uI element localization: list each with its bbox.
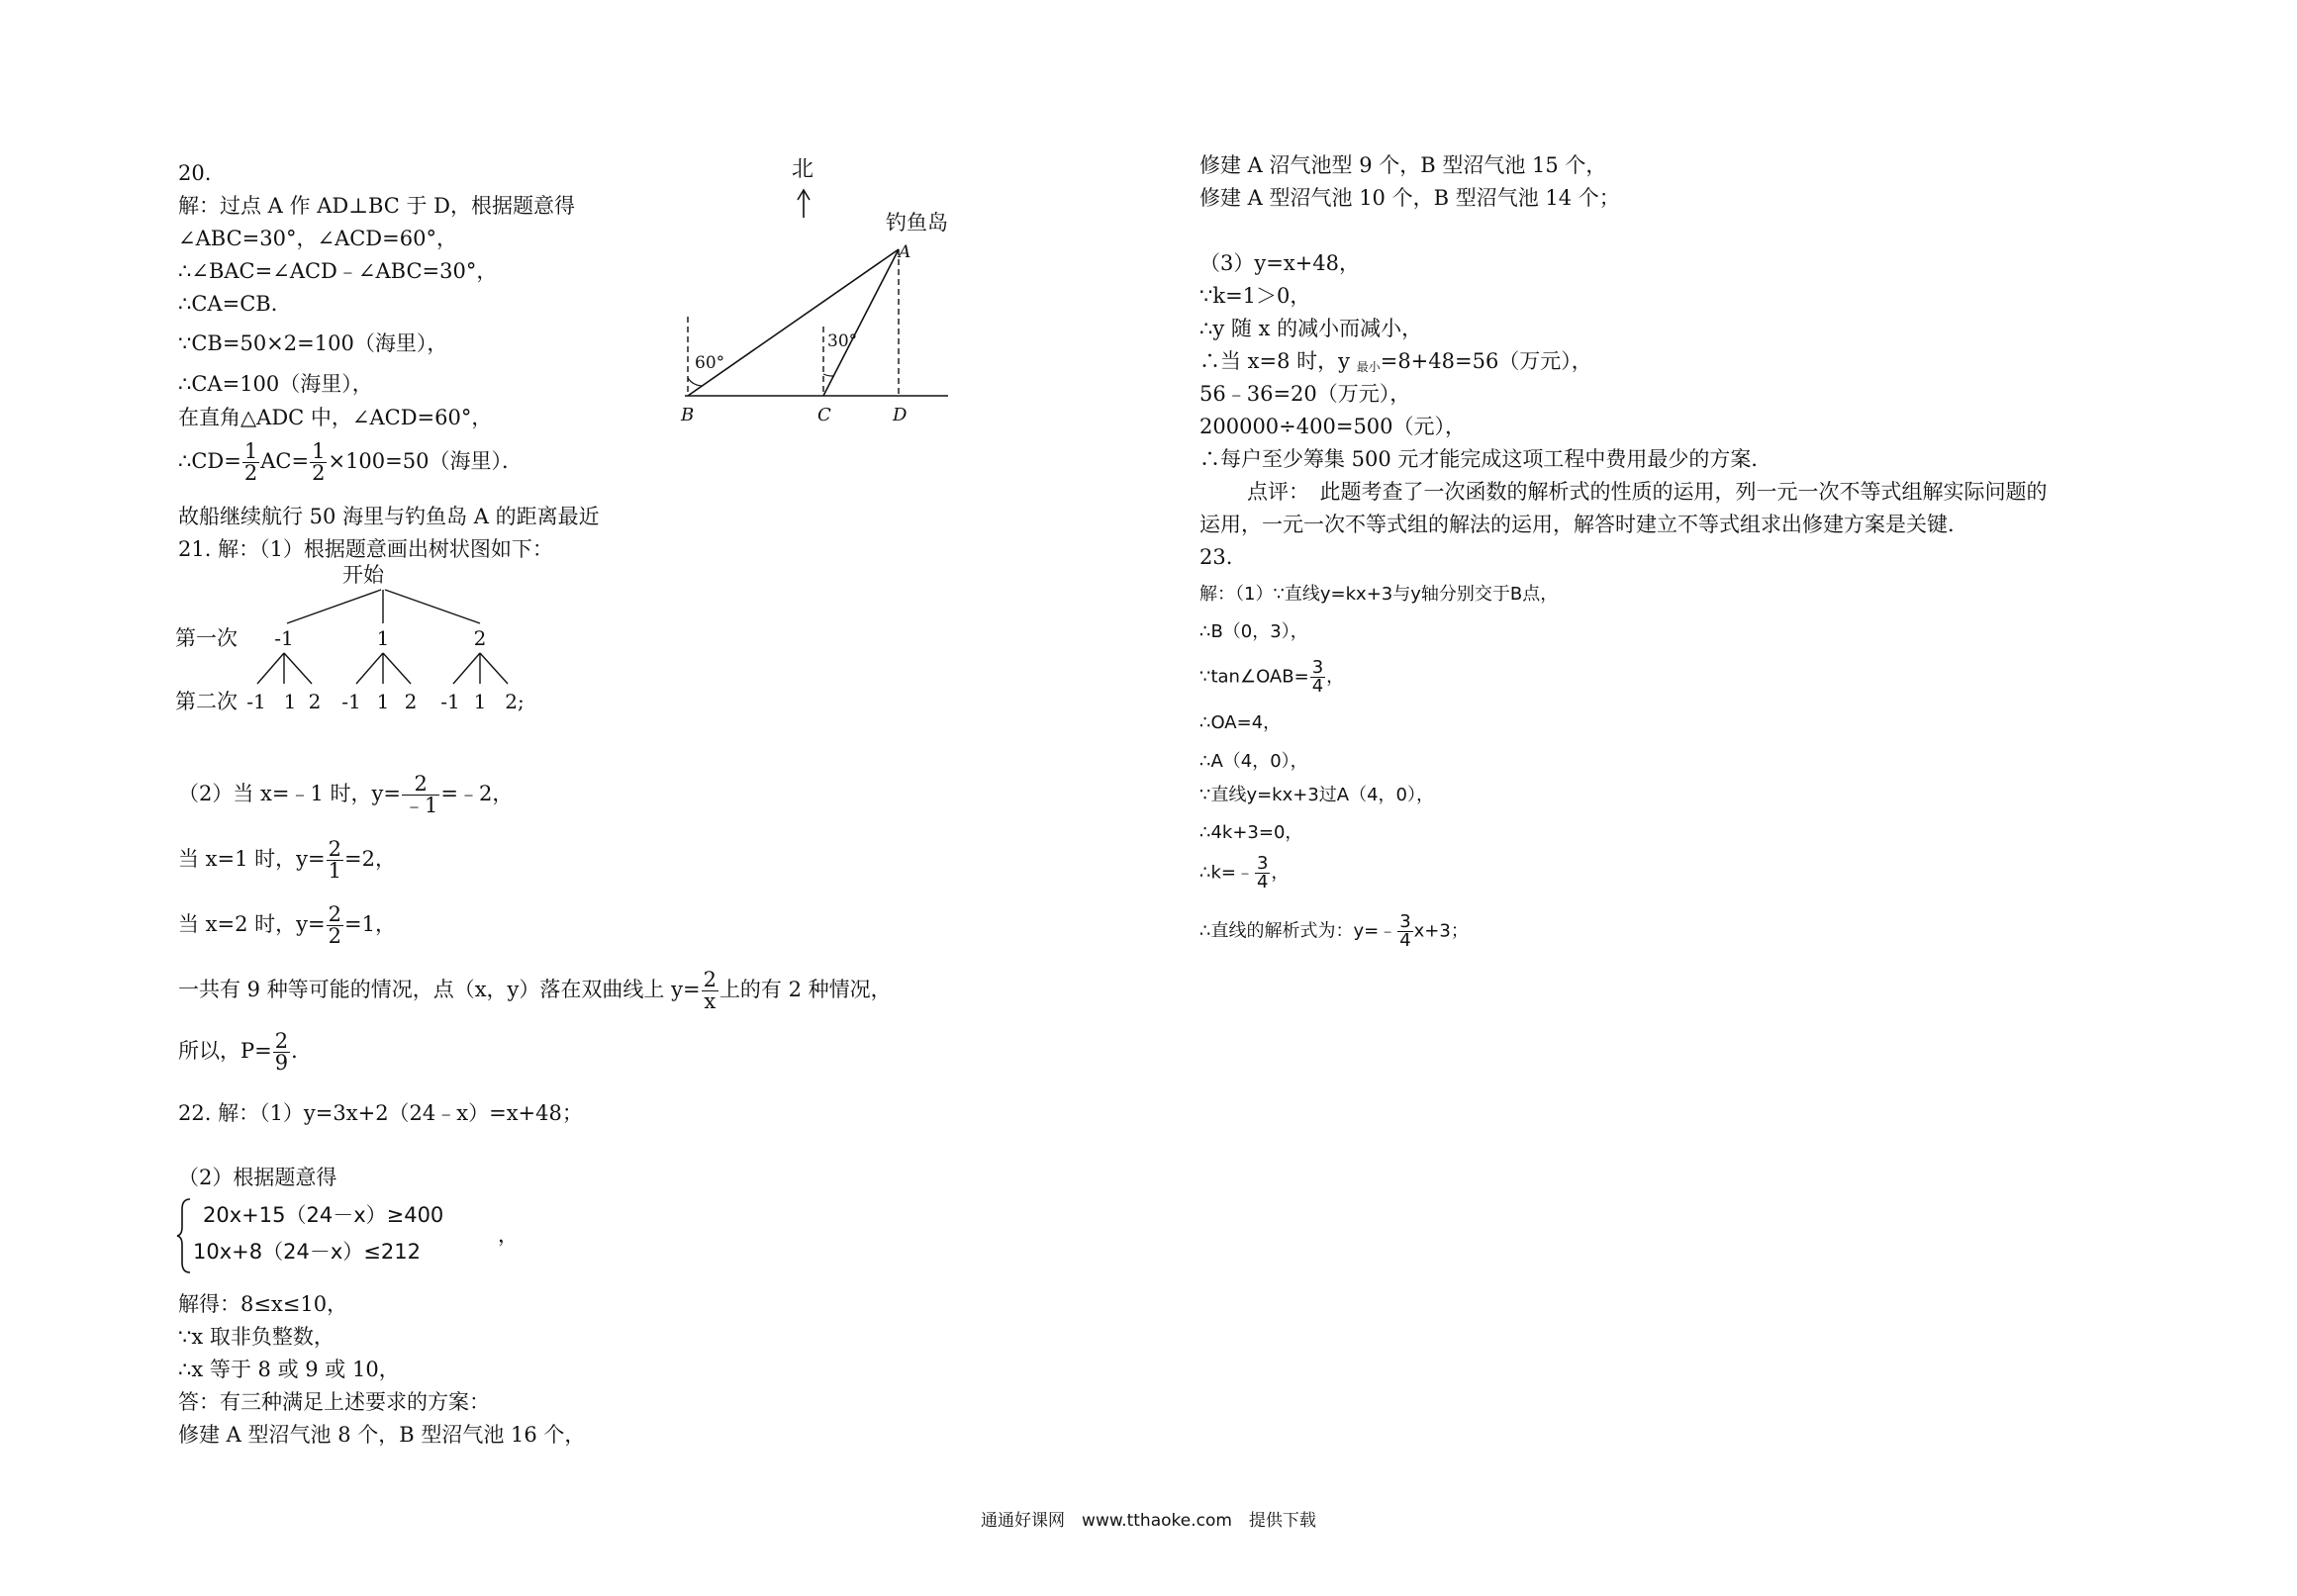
q23-line: ∴OA=4，: [1199, 712, 1282, 733]
inequality-2: 10x+8（24－x）≤212: [193, 1240, 421, 1264]
q21-line: 21. 解：（1）根据题意画出树状图如下：: [178, 537, 553, 561]
tree-level2-node: 2: [308, 690, 322, 713]
q22-line: ∴x 等于 8 或 9 或 10，: [178, 1358, 400, 1381]
q22-line: ∵x 取非负整数，: [178, 1325, 335, 1349]
q20-number: 20.: [178, 161, 212, 185]
tree-level2-node: 2: [404, 690, 418, 713]
tree-first-label: 第一次: [175, 626, 238, 650]
tree-start-label: 开始: [342, 563, 384, 587]
tree-level2-node: -1: [341, 690, 361, 713]
fraction: $\frac{2}{﹣1}$: [403, 772, 438, 817]
q22-cont-line: 修建 A 沼气池型 9 个，B 型沼气池 15 个，: [1199, 153, 1607, 177]
tree-level2-node: 1: [283, 690, 297, 713]
fraction: $\frac{3}{4}$: [1311, 657, 1324, 697]
tree-level2-node: 1: [473, 690, 487, 713]
north-label: 北: [792, 157, 814, 182]
q23-k-line: ∴k=﹣ $\frac{3}{4}$ ，: [1199, 853, 1290, 892]
point-c-label: C: [817, 405, 831, 425]
q21-count-line: 一共有 9 种等可能的情况，点（x，y）落在双曲线上 y= $\frac{2}{x}$ 上的有 2 种情况，: [178, 968, 892, 1013]
fraction: $\frac{2}{9}$: [274, 1029, 289, 1075]
q23-number: 23.: [1199, 545, 1233, 569]
q22-line: （2）根据题意得: [178, 1166, 337, 1189]
point-d-label: D: [893, 405, 908, 425]
angle-arc-b: [688, 378, 703, 386]
tree-level2-node: -1: [246, 690, 266, 713]
inequality-comma: ，: [498, 1223, 519, 1247]
q20-cd-formula: ∴CD= $\frac{1}{2}$ AC= $\frac{1}{2}$ ×100=50（海里）．: [178, 439, 523, 485]
q21-tree-diagram: [173, 562, 549, 730]
tree-level1-node: 2: [473, 626, 487, 650]
point-a-label: A: [899, 242, 911, 262]
fraction: $\frac{2}{2}$: [328, 902, 341, 948]
q21-case-line: （2）当 x=﹣1 时，y= $\frac{2}{﹣1}$ =﹣2，: [178, 772, 514, 817]
fraction: $\frac{3}{4}$: [1256, 853, 1269, 892]
q20-line: ∴CA=100（海里），: [178, 372, 373, 396]
q22-line: 答：有三种满足上述要求的方案：: [178, 1390, 490, 1414]
island-label: 钓鱼岛: [886, 211, 948, 235]
q20-line: ∴∠BAC=∠ACD﹣∠ABC=30°，: [178, 259, 498, 283]
inequality-brace-icon: [176, 1197, 194, 1274]
q23-line: ∴B（0，3），: [1199, 621, 1308, 642]
q23-line: 解：（1）∵直线y=kx+3与y轴分别交于B点，: [1199, 584, 1559, 605]
fraction: $\frac{2}{x}$: [703, 968, 717, 1013]
fraction: $\frac{2}{1}$: [328, 837, 341, 883]
angle-30-label: 30°: [827, 331, 858, 351]
angle-60-label: 60°: [695, 353, 725, 373]
fraction: $\frac{1}{2}$: [312, 439, 326, 485]
q22-cont-line: ∴每户至少筹集 500 元才能完成这项工程中费用最少的方案．: [1199, 447, 1772, 471]
q22-cont-line: ∵k=1＞0，: [1199, 284, 1311, 308]
tree-level2-node: 2;: [505, 690, 525, 713]
inequality-1: 20x+15（24－x）≥400: [203, 1203, 444, 1227]
q20-line: ∠ABC=30°，∠ACD=60°，: [178, 227, 457, 250]
tree-level1-node: 1: [376, 626, 390, 650]
q23-equation-line: ∴直线的解析式为：y=﹣ $\frac{3}{4}$ x+3；: [1199, 911, 1469, 951]
segment-ab: [688, 249, 899, 396]
q22-line: 修建 A 型沼气池 8 个，B 型沼气池 16 个，: [178, 1423, 586, 1447]
q22-line: 22. 解：（1）y=3x+2（24﹣x）=x+48；: [178, 1101, 583, 1125]
q22-line: 解得：8≤x≤10，: [178, 1292, 348, 1316]
q21-case-line: 当 x=1 时，y= $\frac{2}{1}$ =2，: [178, 837, 396, 883]
q22-cont-line: 56﹣36=20（万元），: [1199, 382, 1411, 406]
fraction: $\frac{3}{4}$: [1399, 911, 1411, 951]
q20-geometry-diagram: [673, 148, 970, 435]
q20-line: ∵CB=50×2=100（海里），: [178, 331, 448, 355]
q20-line: 解：过点 A 作 AD⊥BC 于 D，根据题意得: [178, 194, 576, 218]
q22-cont-line: 200000÷400=500（元），: [1199, 415, 1467, 438]
tree-second-label: 第二次: [175, 690, 238, 713]
q23-line: ∴4k+3=0，: [1199, 822, 1303, 843]
q20-conclusion: 故船继续航行 50 海里与钓鱼岛 A 的距离最近: [178, 505, 600, 528]
q21-probability-line: 所以，P= $\frac{2}{9}$ ．: [178, 1029, 313, 1075]
fraction: $\frac{1}{2}$: [243, 439, 258, 485]
segment-ca: [823, 249, 899, 396]
point-b-label: B: [681, 405, 695, 425]
q20-line: 在直角△ADC 中，∠ACD=60°，: [178, 406, 493, 429]
angle-arc-c: [823, 374, 833, 376]
q23-line: ∵直线y=kx+3过A（4，0），: [1199, 785, 1435, 805]
q22-comment-line: 点评： 此题考查了一次函数的解析式的性质的运用，列一元一次不等式组解实际问题的: [1247, 480, 2048, 504]
q22-cont-line: ∴y 随 x 的减小而减小，: [1199, 317, 1423, 340]
q23-line: ∴A（4，0），: [1199, 751, 1308, 772]
q22-cont-line: （3）y=x+48，: [1199, 251, 1360, 275]
tree-level2-node: 1: [376, 690, 390, 713]
q23-tan-line: ∵tan∠OAB= $\frac{3}{4}$ ，: [1199, 657, 1345, 697]
q21-case-line: 当 x=2 时，y= $\frac{2}{2}$ =1，: [178, 902, 396, 948]
q22-comment-line: 运用，一元一次不等式组的解法的运用，解答时建立不等式组求出修建方案是关键．: [1199, 513, 1968, 536]
tree-level1-node: -1: [274, 626, 294, 650]
page-footer: 通通好课网 www.tthaoke.com 提供下载: [981, 1511, 1316, 1531]
q22-cont-line: 修建 A 型沼气池 10 个，B 型沼气池 14 个；: [1199, 186, 1620, 210]
q20-line: ∴CA=CB．: [178, 292, 292, 316]
tree-level2-node: -1: [440, 690, 460, 713]
q22-cont-min-line: ∴当 x=8 时，y $_{最小}$=8+48=56（万元），: [1199, 349, 1592, 374]
